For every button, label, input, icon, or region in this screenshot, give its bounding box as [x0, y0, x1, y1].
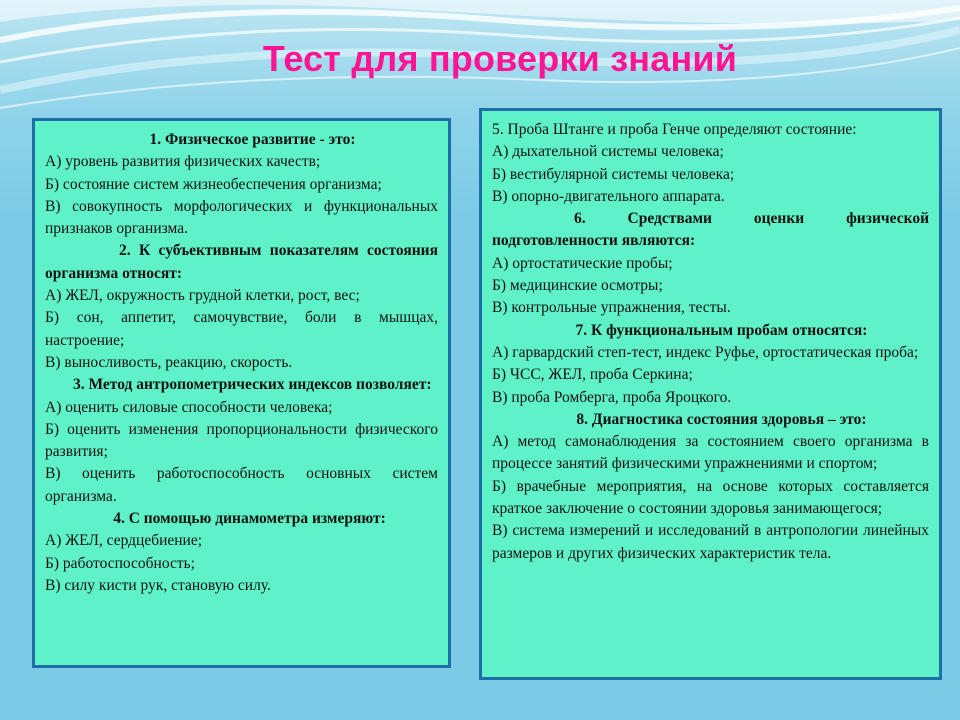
question-6: 6. Средствами оценки физической подготовленности являются: [492, 210, 929, 250]
answer-7b: Б) ЧСС, ЖЕЛ, проба Серкина; [492, 366, 693, 384]
answer-6b: Б) медицинские осмотры; [492, 277, 663, 295]
answer-8b: Б) врачебные мероприятия, на основе которых составляется краткое заключение о состоянии здоровья занимающегося; [492, 477, 929, 518]
answer-2a: А) ЖЕЛ, окружность грудной клетки, рост, вес; [45, 287, 360, 305]
answer-3b: Б) оценить изменения пропорциональности физического развития; [45, 420, 438, 461]
answer-7c: В) проба Ромберга, проба Яроцкого. [492, 388, 732, 406]
question-2: 2. К субъективным показателям состояния организма относят: [45, 242, 438, 282]
question-4: 4. С помощью динамометра измеряют: [113, 510, 386, 528]
question-1: 1. Физическое развитие - это: [149, 131, 356, 148]
answer-8a: А) метод самонаблюдения за состоянием своего организма в процессе занятий физическими упражнениями и спортом; [492, 433, 929, 473]
answer-3c: В) оценить работоспособность основных систем организма. [45, 465, 438, 505]
answer-8c: В) система измерений и исследований в антропологии линейных размеров и других физических характеристик тела. [492, 522, 929, 562]
answer-3a: А) оценить силовые способности человека; [45, 398, 333, 416]
page-title: Тест для проверки знаний [262, 38, 738, 79]
question-5: 5. Проба Штанге и проба Генче определяют состояние: [492, 121, 857, 138]
answer-1a: А) уровень развития физических качеств; [45, 153, 321, 171]
left-question-panel [32, 118, 451, 668]
answer-5a: А) дыхательной системы человека; [492, 143, 724, 161]
answer-1c: В) совокупность морфологических и функциональных признаков организма. [45, 197, 438, 238]
answer-2b: Б) сон, аппетит, самочувствие, боли в мышцах, настроение; [45, 309, 438, 349]
answer-1b: Б) состояние систем жизнеобеспечения организма; [45, 175, 382, 193]
answer-4a: А) ЖЕЛ, сердцебиение; [45, 532, 203, 550]
answer-2c: В) выносливость, реакцию, скорость. [45, 353, 293, 371]
answer-5c: В) опорно-двигательного аппарата. [492, 187, 725, 205]
answer-6c: В) контрольные упражнения, тесты. [492, 299, 731, 317]
answer-5b: Б) вестибулярной системы человека; [492, 165, 735, 183]
answer-6a: А) ортостатические пробы; [492, 254, 673, 272]
right-question-panel [479, 108, 942, 680]
answer-4c: В) силу кисти рук, становую силу. [45, 576, 271, 594]
answer-4b: Б) работоспособность; [45, 554, 195, 572]
question-7: 7. К функциональным пробам относятся: [575, 321, 868, 339]
question-8: 8. Диагностика состояния здоровья – это: [576, 410, 867, 428]
question-3: 3. Метод антропометрических индексов позволяет: [73, 376, 432, 394]
answer-7a: А) гарвардский степ-тест, индекс Руфье, ортостатическая проба; [492, 343, 919, 361]
